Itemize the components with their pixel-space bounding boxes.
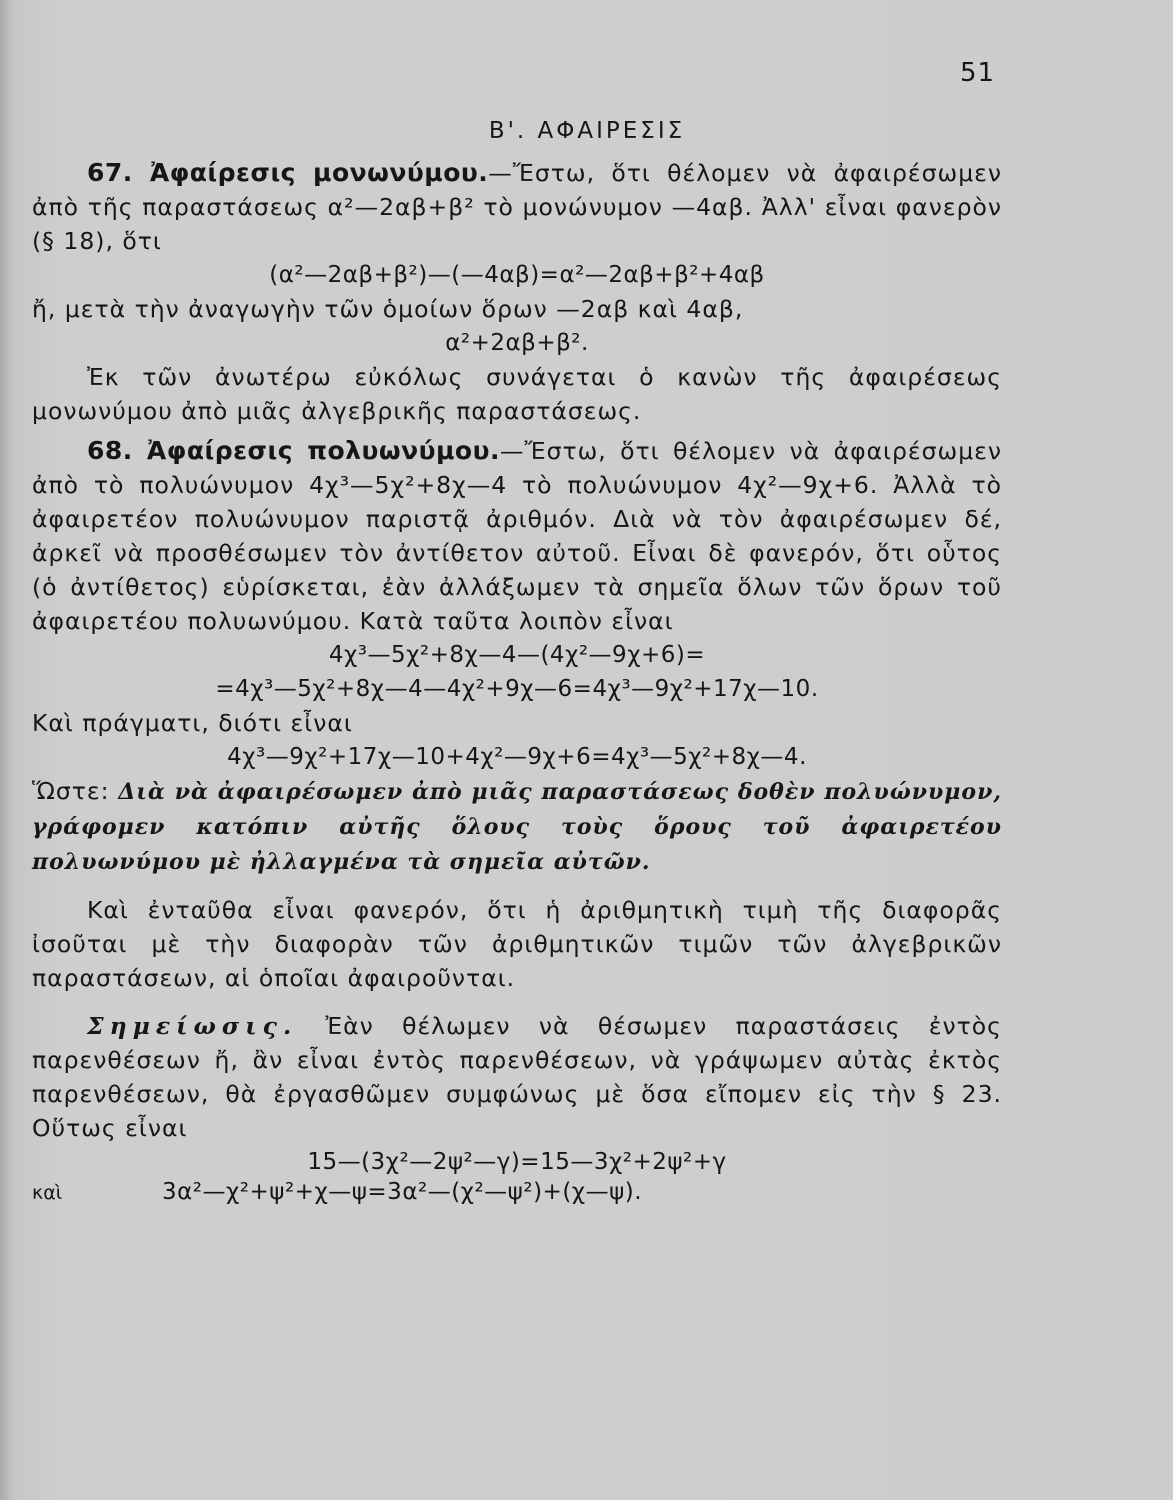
paragraph-68-intro [32,434,1002,638]
paragraph-67-intro [32,156,1002,258]
paragraph-67-reduction: ἤ, μετὰ τὴν ἀναγωγὴν τῶν ὁμοίων ὅρων —2αβ καὶ 4αβ, [32,295,744,323]
note-equation-1: 15—(3χ²—2ψ²—γ)=15—3χ²+2ψ²+γ [307,1149,727,1175]
note-label: Σημείωσις. [87,1012,298,1040]
note-text: Ἐὰν θέλωμεν νὰ θέσωμεν παραστάσεις ἐντὸς παρενθέσεων ἤ, ἂν εἶναι ἐντὸς παρενθέσεων, νὰ γράψωμεν αὐτὰς ἐκτὸς παρενθέσεων, θὰ ἐργασθῶμεν συμφώνως μὲ ὅσα εἴπομεν εἰς τὴν § 23. Οὕτως εἶναι [32,1012,1002,1142]
paragraph-68-title: 68. Ἀφαίρεσις πολυωνύμου. [87,436,500,465]
equation-68-3: 4χ³—9χ²+17χ—10+4χ²—9χ+6=4χ³—5χ²+8χ—4. [227,744,807,770]
note-equation-2-lead: καὶ [32,1182,63,1204]
note-equation-2: 3α²—χ²+ψ²+χ—ψ=3α²—(χ²—ψ²)+(χ—ψ). [162,1179,643,1205]
paragraph-68-remark: Καὶ ἐνταῦθα εἶναι φανερόν, ὅτι ἡ ἀριθμητικὴ τιμὴ τῆς διαφορᾶς ἰσοῦται μὲ τὴν διαφορὰν τῶν ἀριθμητικῶν τιμῶν τῶν ἀλγεβρικῶν παραστάσεων, αἱ ὁποῖαι ἀφαιροῦνται. [32,896,1002,992]
paragraph-67-text: —Ἔστω, ὅτι θέλομεν νὰ ἀφαιρέσωμεν ἀπὸ τῆς παραστάσεως α²—2αβ+β² τὸ μονώνυμον —4αβ. Ἀλλ' εἶναι φανερὸν (§ 18), ὅτι [32,159,1002,255]
paragraph-68-text: —Ἔστω, ὅτι θέλομεν νὰ ἀφαιρέσωμεν ἀπὸ τὸ πολυώνυμον 4χ³—5χ²+8χ—4 τὸ πολυώνυμον 4χ²—9χ+6. Ἀλλὰ τὸ ἀφαιρετέον πολυώνυμον παριστᾷ ἀριθμόν. Διὰ νὰ τὸν ἀφαιρέσωμεν δέ, ἀρκεῖ νὰ προσθέσωμεν τὸν ἀντίθετον αὐτοῦ. Εἶναι δὲ φανερόν, ὅτι οὗτος (ὁ ἀντίθετος) εὑρίσκεται, ἐὰν ἀλλάξωμεν τὰ σημεῖα ὅλων τῶν ὅρων τοῦ ἀφαιρετέου πολυωνύμου. Κατὰ ταῦτα λοιπὸν εἶναι [32,437,1002,635]
page-content [32,118,1002,1205]
equation-67-2: α²+2αβ+β². [445,330,589,356]
rule-text: Διὰ νὰ ἀφαιρέσωμεν ἀπὸ μιᾶς παραστάσεως δοθὲν πολυώνυμον, γράφομεν κατόπιν αὐτῆς ὅλους τοὺς ὅρους τοῦ ἀφαιρετέου πολυωνύμου μὲ ἠλλαγμένα τὰ σημεῖα αὐτῶν. [32,779,1002,875]
rule-lead: Ὥστε: [32,777,110,805]
equation-68-1: 4χ³—5χ²+8χ—4—(4χ²—9χ+6)= [328,642,706,668]
paragraph-68-verify: Καὶ πράγματι, διότι εἶναι [32,709,353,737]
equation-68-2: =4χ³—5χ²+8χ—4—4χ²+9χ—6=4χ³—9χ²+17χ—10. [215,676,819,702]
page-number: 51 [960,58,996,88]
note-paragraph [32,1009,1002,1145]
note-equation-2-row [32,1179,1002,1205]
paragraph-67-conclusion: Ἐκ τῶν ἀνωτέρω εὐκόλως συνάγεται ὁ κανὼν τῆς ἀφαιρέσεως μονωνύμου ἀπὸ μιᾶς ἀλγεβρικῆς παραστάσεως. [32,363,1002,425]
equation-67-1: (α²—2αβ+β²)—(—4αβ)=α²—2αβ+β²+4αβ [269,262,765,288]
section-heading: Β'. ΑΦΑΙΡΕΣΙΣ [488,118,686,144]
paragraph-68-rule [32,774,1002,879]
paragraph-67-title: 67. Ἀφαίρεσις μονωνύμου. [87,158,489,187]
